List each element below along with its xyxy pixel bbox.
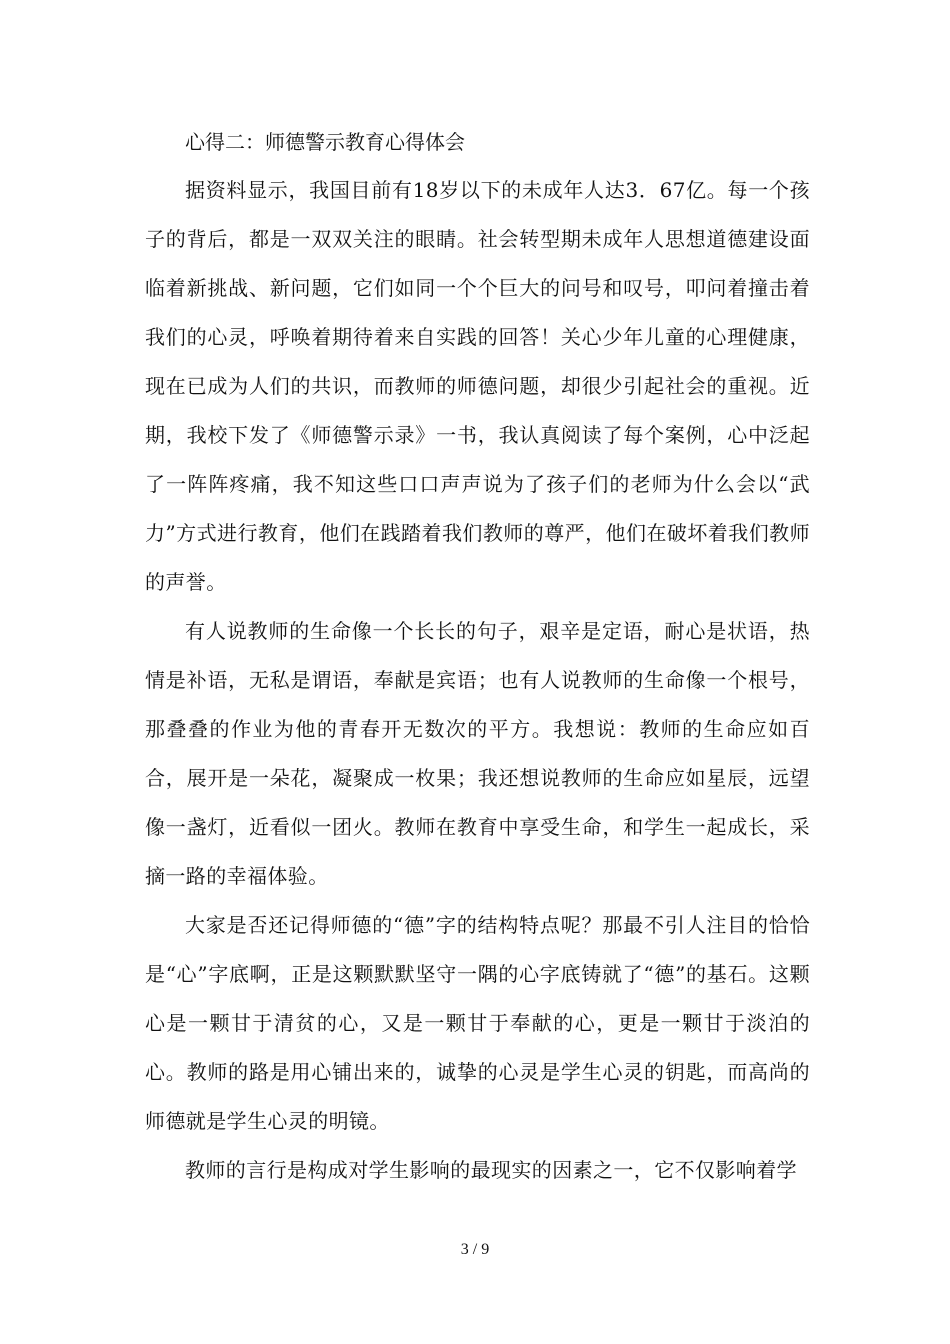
paragraph-3: 大家是否还记得师德的“德”字的结构特点呢？那最不引人注目的恰恰是“心”字底啊，正是这颗默默坚守一隅的心字底铸就了“德”的基石。这颗心是一颗甘于清贫的心，又是一颗甘于奉献的心，更是一颗甘于淡泊的心。教师的路是用心铺出来的，诚挚的心灵是学生心灵的钥匙，而高尚的师德就是学生心灵的明镜。: [145, 913, 810, 1133]
section-title: 心得二：师德警示教育心得体会: [185, 130, 465, 154]
page-number: 3 / 9: [460, 1241, 490, 1258]
paragraph-1: 据资料显示，我国目前有18岁以下的未成年人达3．67亿。每一个孩子的背后，都是一双双关注的眼睛。社会转型期未成年人思想道德建设面临着新挑战、新问题，它们如同一个个巨大的问号和叹号，叩问着撞击着我们的心灵，呼唤着期待着来自实践的回答！关心少年儿童的心理健康，现在已成为人们的共识，而教师的师德问题，却很少引起社会的重视。近期，我校下发了《师德警示录》一书，我认真阅读了每个案例，心中泛起了一阵阵疼痛，我不知这些口口声声说为了孩子们的老师为什么会以“武力”方式进行教育，他们在践踏着我们教师的尊严，他们在破坏着我们教师的声誉。: [145, 178, 810, 594]
paragraph-2: 有人说教师的生命像一个长长的句子，艰辛是定语，耐心是状语，热情是补语，无私是谓语，奉献是宾语；也有人说教师的生命像一个根号，那叠叠的作业为他的青春开无数次的平方。我想说：教师的生命应如百合，展开是一朵花，凝聚成一枚果；我还想说教师的生命应如星辰，远望像一盏灯，近看似一团火。教师在教育中享受生命，和学生一起成长，采摘一路的幸福体验。: [145, 619, 810, 888]
paragraph-4: 教师的言行是构成对学生影响的最现实的因素之一，它不仅影响着学: [185, 1158, 797, 1182]
document-body: [145, 118, 810, 1195]
